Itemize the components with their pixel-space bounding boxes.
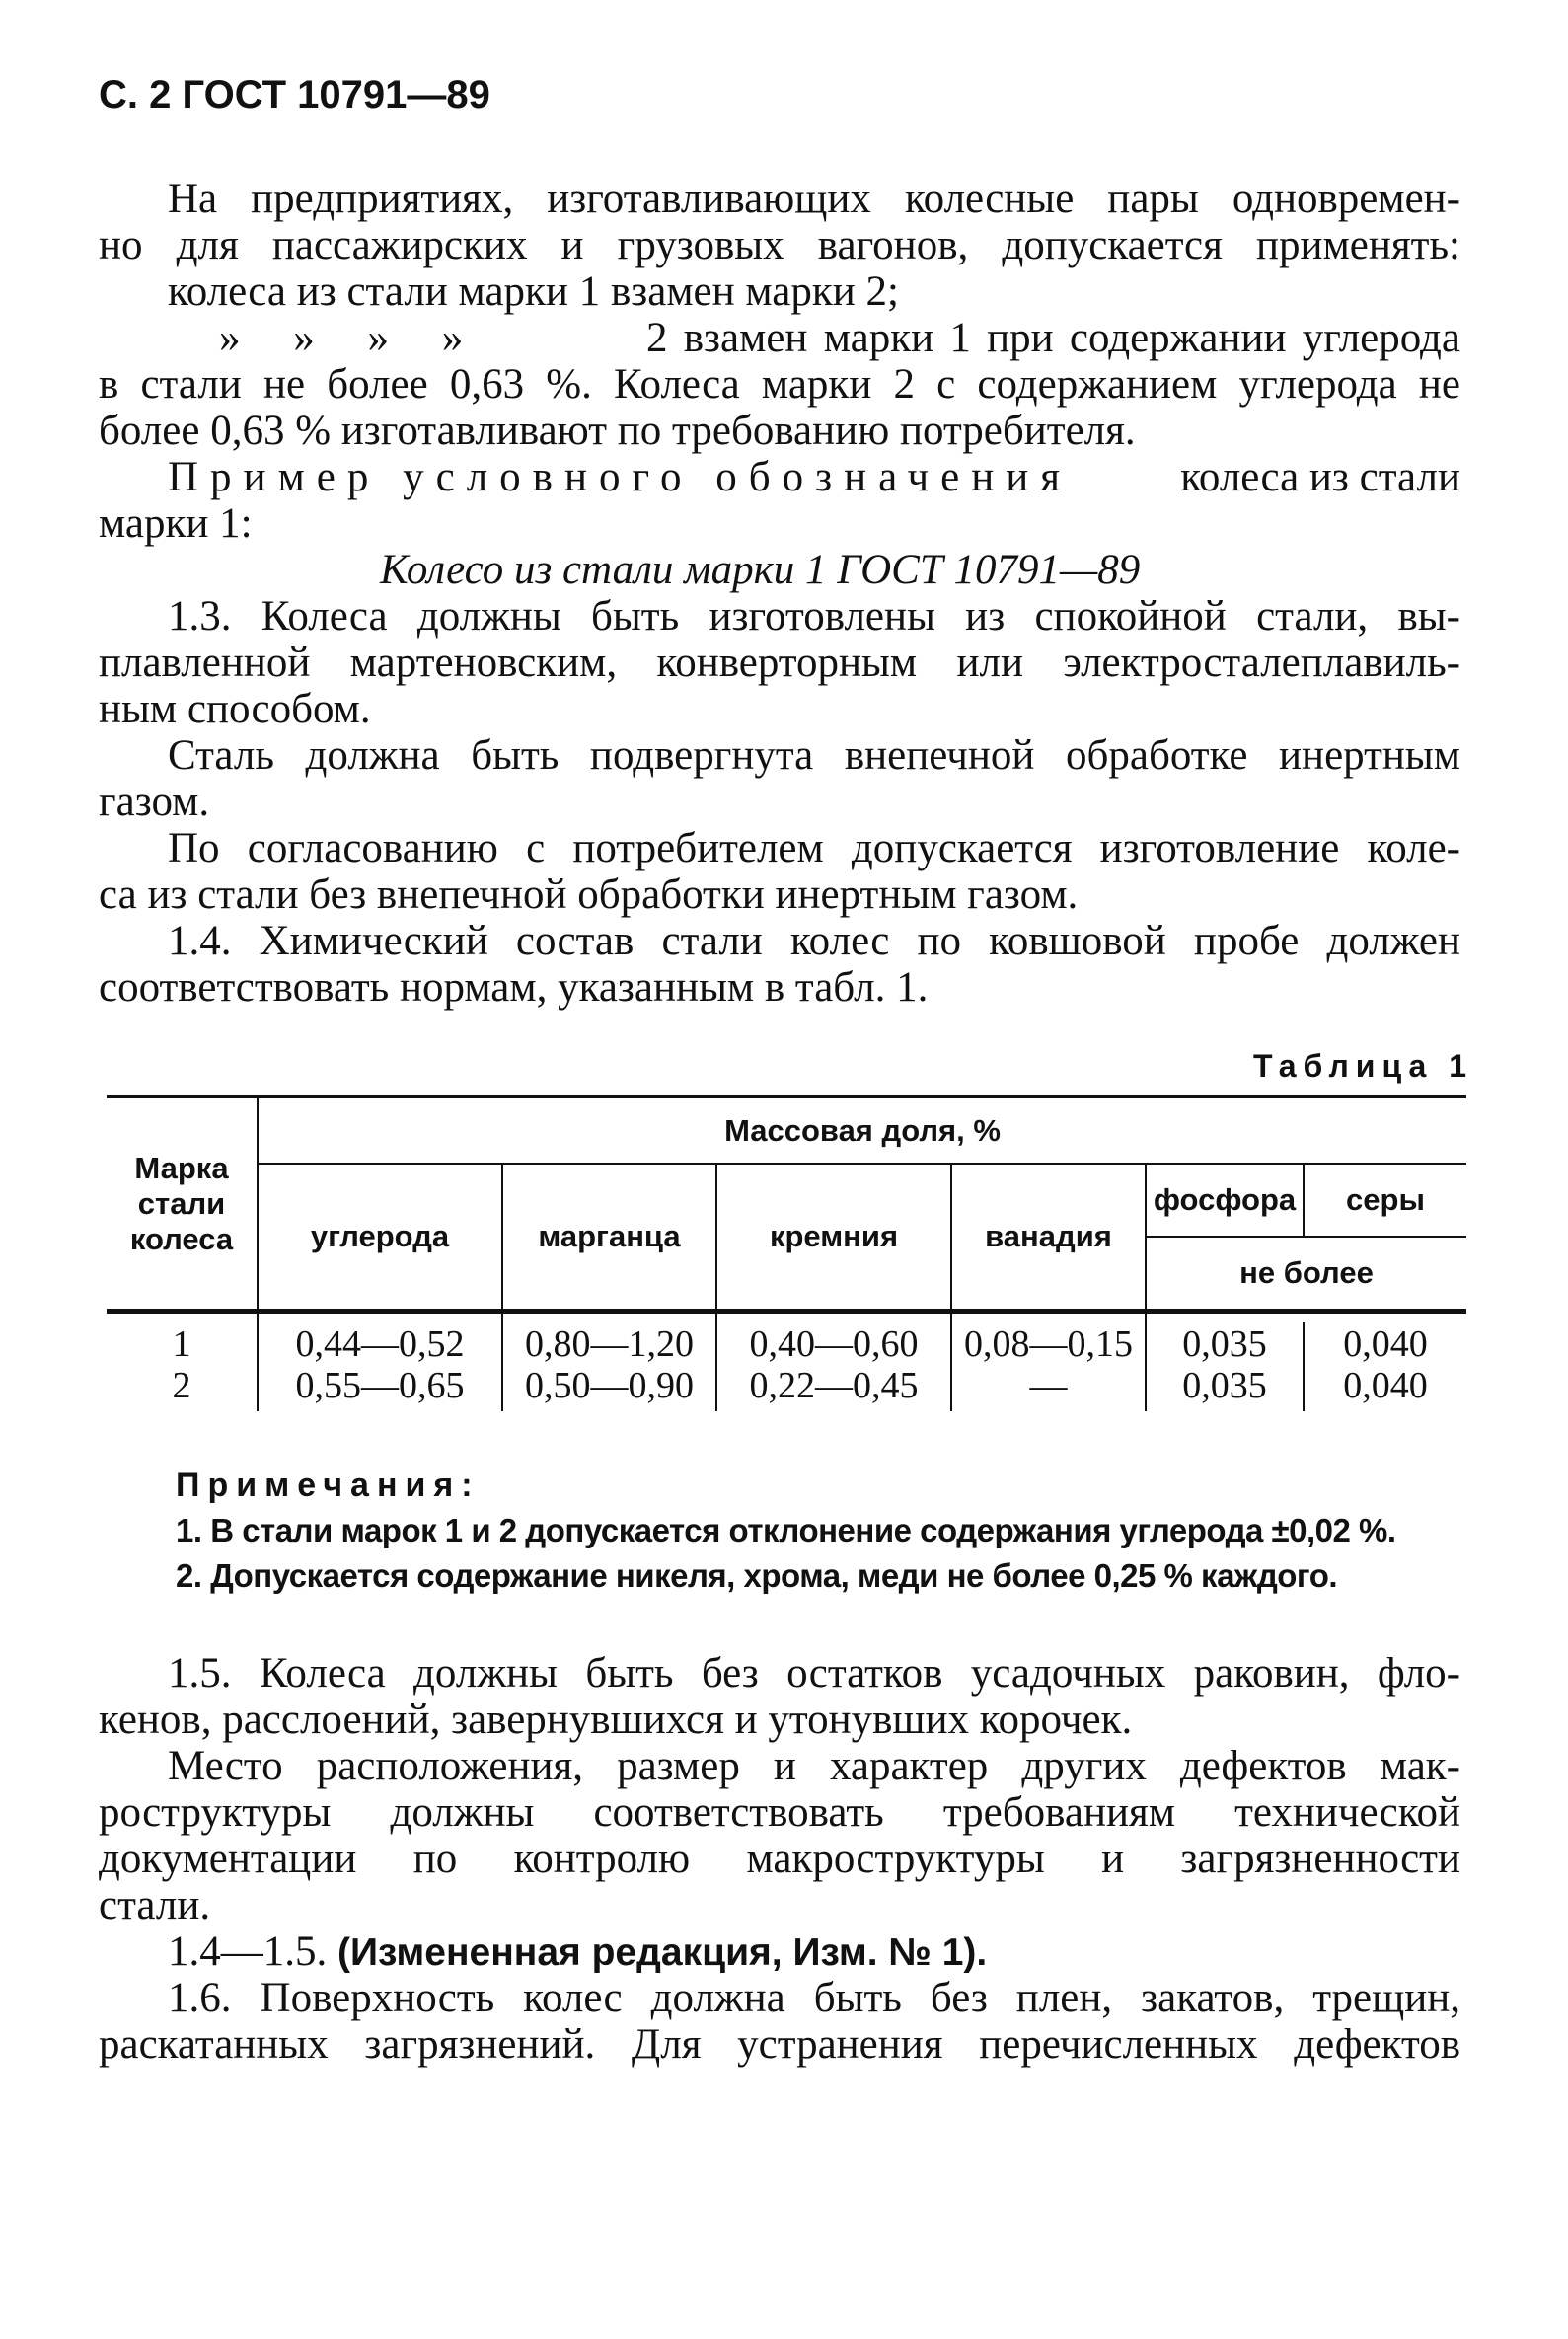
cell-silicon: 0,40—0,60 xyxy=(749,1323,919,1365)
ditto-marks: » » » » xyxy=(219,315,464,361)
text-line: 1.5. Колеса должны быть без остатков усадочных раковин, фло- xyxy=(168,1650,1460,1697)
text-line: плавленной мартеновским, конверторным или электросталеплавиль- xyxy=(99,640,1460,686)
col-header-sulfur: серы xyxy=(1346,1182,1425,1217)
group-header: Массовая доля, % xyxy=(724,1113,1001,1148)
text-line: колеса из стали марки 1 взамен марки 2; xyxy=(168,268,899,315)
cell-vanadium: 0,08—0,15 xyxy=(964,1323,1133,1365)
cell-manganese: 0,80—1,20 xyxy=(525,1323,694,1365)
text-line: марки 1: xyxy=(99,500,253,547)
text-line: са из стали без внепечной обработки инертным газом. xyxy=(99,871,1079,918)
cell-manganese: 0,50—0,90 xyxy=(525,1365,694,1406)
amend-line xyxy=(168,1928,987,1976)
text-line: кенов, расслоений, завернувшихся и утонувших корочек. xyxy=(99,1697,1133,1743)
cell-silicon: 0,22—0,45 xyxy=(749,1365,919,1406)
text-line: На предприятиях, изготавливающих колесные пары одновремен- xyxy=(168,176,1460,222)
cell-sulfur: 0,040 xyxy=(1343,1323,1428,1365)
text-line: в стали не более 0,63 %. Колеса марки 2 с содержанием углерода не xyxy=(99,361,1460,408)
notes-heading: Примечания: xyxy=(176,1467,481,1504)
text-line: но для пассажирских и грузовых вагонов, допускается применять: xyxy=(99,222,1460,268)
text-line: роструктуры должны соответствовать требованиям технической xyxy=(99,1789,1460,1836)
text-line: Сталь должна быть подвергнута внепечной обработке инертным xyxy=(168,732,1460,779)
col-header-phosphorus: фосфора xyxy=(1153,1182,1297,1217)
note-item: 2. Допускается содержание никеля, хрома, меди не более 0,25 % каждого. xyxy=(176,1557,1338,1594)
amend-text: (Измененная редакция, Изм. № 1). xyxy=(337,1931,988,1974)
col-header-vanadium: ванадия xyxy=(985,1219,1112,1253)
example-designation: Колесо из стали марки 1 ГОСТ 10791—89 xyxy=(380,547,1141,593)
cell-phosphorus: 0,035 xyxy=(1182,1365,1267,1406)
text-line: 2 взамен марки 1 при содержании углерода xyxy=(646,315,1460,361)
text-line: раскатанных загрязнений. Для устранения перечисленных дефектов xyxy=(99,2021,1460,2068)
cell-carbon: 0,44—0,52 xyxy=(295,1323,465,1365)
page-header: С. 2 ГОСТ 10791—89 xyxy=(99,73,490,116)
text-line: газом. xyxy=(99,779,210,825)
cell-sulfur: 0,040 xyxy=(1343,1365,1428,1406)
col-header-carbon: углерода xyxy=(310,1219,450,1253)
text-line: стали. xyxy=(99,1882,211,1928)
text-line: 1.3. Колеса должны быть изготовлены из спокойной стали, вы- xyxy=(168,593,1460,640)
not-more-header: не более xyxy=(1239,1255,1374,1290)
cell-vanadium: — xyxy=(1029,1365,1068,1406)
text-line: документации по контролю макроструктуры и загрязненности xyxy=(99,1836,1460,1882)
cell-grade: 2 xyxy=(172,1365,191,1406)
cell-carbon: 0,55—0,65 xyxy=(295,1365,465,1406)
text-line: 1.4. Химический состав стали колес по ковшовой пробе должен xyxy=(168,918,1460,964)
note-item: 1. В стали марок 1 и 2 допускается отклонение содержания углерода ±0,02 %. xyxy=(176,1512,1396,1548)
cell-phosphorus: 0,035 xyxy=(1182,1323,1267,1365)
text-line: колеса из стали xyxy=(1180,454,1460,500)
col-header-manganese: марганца xyxy=(538,1219,681,1253)
col-header-silicon: кремния xyxy=(769,1219,899,1253)
text-line: ным способом. xyxy=(99,686,371,732)
example-lead: Пример условного обозначения xyxy=(168,454,1073,500)
text-line: соответствовать нормам, указанным в табл. 1. xyxy=(99,964,929,1011)
text-line: более 0,63 % изготавливают по требованию потребителя. xyxy=(99,408,1136,454)
text-line: Место расположения, размер и характер других дефектов мак- xyxy=(168,1743,1460,1789)
cell-grade: 1 xyxy=(172,1323,191,1365)
text-line: 1.6. Поверхность колес должна быть без плен, закатов, трещин, xyxy=(168,1975,1460,2021)
col-header-grade: Марка стали колеса xyxy=(129,1151,234,1256)
table-title: Таблица 1 xyxy=(1252,1048,1473,1084)
text-line: По согласованию с потребителем допускается изготовление коле- xyxy=(168,825,1460,871)
amend-num: 1.4—1.5. xyxy=(168,1928,328,1975)
